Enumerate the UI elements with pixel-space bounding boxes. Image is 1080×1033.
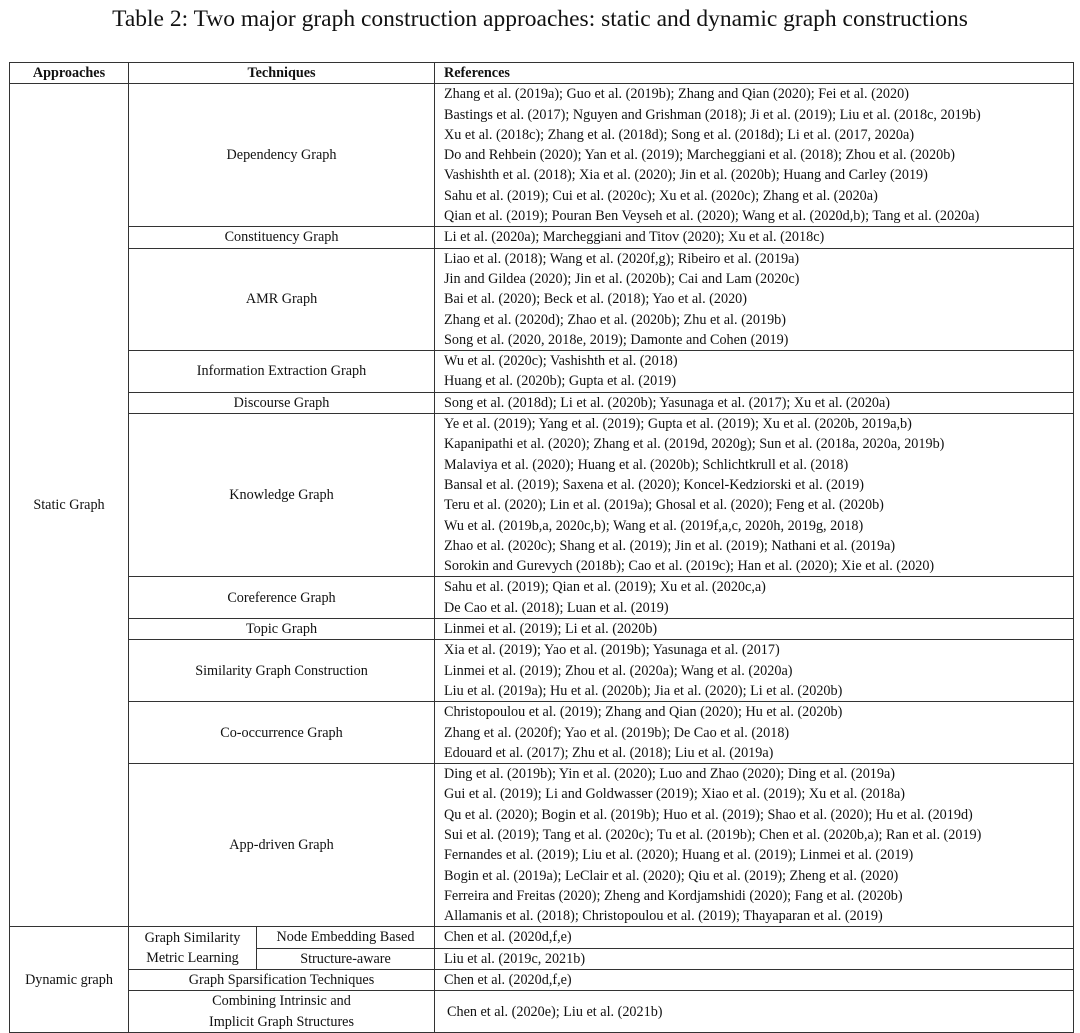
reference-line: Linmei et al. (2019); Li et al. (2020b) (444, 621, 658, 638)
technique-line: Implicit Graph Structures (209, 1013, 354, 1030)
technique-knowledge-graph: Knowledge Graph (129, 414, 435, 577)
reference-line: Sahu et al. (2019); Qian et al. (2019); Xu et al. (2020c,a) (444, 579, 766, 596)
reference-line: Wu et al. (2020c); Vashishth et al. (2018) (444, 353, 678, 370)
reference-line: Kapanipathi et al. (2020); Zhang et al. (2019d, 2020g); Sun et al. (2018a, 2020a, 2019b) (444, 436, 945, 453)
header-references: References (435, 63, 1074, 84)
reference-line: Bastings et al. (2017); Nguyen and Grishman (2018); Ji et al. (2019); Liu et al. (2018c, 2019b) (444, 106, 981, 123)
reference-line: Liu et al. (2019c, 2021b) (444, 950, 586, 967)
reference-line: Sorokin and Gurevych (2018b); Cao et al. (2019c); Han et al. (2020); Xie et al. (2020) (444, 558, 935, 575)
references-cell (435, 248, 1074, 350)
reference-line: Zhang et al. (2020d); Zhao et al. (2020b); Zhu et al. (2019b) (444, 311, 786, 328)
references-cell (435, 991, 1074, 1033)
technique-line: Combining Intrinsic and (212, 993, 351, 1010)
table-row (10, 248, 1074, 350)
reference-line: Liao et al. (2018); Wang et al. (2020f,g); Ribeiro et al. (2019a) (444, 250, 800, 267)
references-cell (435, 702, 1074, 764)
technique-line: Metric Learning (146, 950, 239, 967)
references-cell (435, 577, 1074, 619)
technique-discourse-graph: Discourse Graph (129, 392, 435, 413)
reference-line: Xu et al. (2018c); Zhang et al. (2018d); Song et al. (2018d); Li et al. (2017, 2020a) (444, 126, 915, 143)
reference-line: Chen et al. (2020e); Liu et al. (2021b) (447, 1003, 663, 1020)
table-row (10, 991, 1074, 1033)
table-row (10, 84, 1074, 227)
reference-line: Do and Rehbein (2020); Yan et al. (2019); Marcheggiani et al. (2018); Zhou et al. (2020b) (444, 147, 956, 164)
technique-information-extraction-graph: Information Extraction Graph (129, 351, 435, 393)
reference-line: Qu et al. (2020); Bogin et al. (2019b); Huo et al. (2019); Shao et al. (2020); Hu et al. (2019d) (444, 806, 973, 823)
reference-line: Chen et al. (2020d,f,e) (444, 929, 572, 946)
reference-line: Sui et al. (2019); Tang et al. (2020c); Tu et al. (2019b); Chen et al. (2020b,a); Ran et al. (2019) (444, 826, 982, 843)
references-cell (435, 764, 1074, 927)
reference-line: Teru et al. (2020); Lin et al. (2019a); Ghosal et al. (2020); Feng et al. (2020b) (444, 497, 884, 514)
references-cell (435, 927, 1074, 948)
table-row (10, 970, 1074, 991)
table-row (10, 414, 1074, 577)
references-cell (435, 640, 1074, 702)
references-cell (435, 84, 1074, 227)
technique-combining-intrinsic-implicit (129, 991, 435, 1033)
technique-graph-similarity-metric-learning (129, 927, 257, 970)
reference-line: Bai et al. (2020); Beck et al. (2018); Yao et al. (2020) (444, 291, 748, 308)
reference-line: Zhang et al. (2019a); Guo et al. (2019b); Zhang and Qian (2020); Fei et al. (2020) (444, 86, 909, 103)
reference-line: Liu et al. (2019a); Hu et al. (2020b); Jia et al. (2020); Li et al. (2020b) (444, 682, 843, 699)
technique-graph-sparsification: Graph Sparsification Techniques (129, 970, 435, 991)
technique-coreference-graph: Coreference Graph (129, 577, 435, 619)
reference-line: Ferreira and Freitas (2020); Zheng and Kordjamshidi (2020); Fang et al. (2020b) (444, 887, 903, 904)
reference-line: Bogin et al. (2019a); LeClair et al. (2020); Qiu et al. (2019); Zheng et al. (2020) (444, 867, 899, 884)
reference-line: Ding et al. (2019b); Yin et al. (2020); Luo and Zhao (2020); Ding et al. (2019a) (444, 766, 896, 783)
technique-app-driven-graph: App-driven Graph (129, 764, 435, 927)
reference-line: Christopoulou et al. (2019); Zhang and Qian (2020); Hu et al. (2020b) (444, 704, 843, 721)
reference-line: Fernandes et al. (2019); Liu et al. (2020); Huang et al. (2019); Linmei et al. (2019) (444, 847, 914, 864)
technique-line: Graph Similarity (144, 929, 241, 946)
references-cell (435, 970, 1074, 991)
references-cell (435, 227, 1074, 248)
technique-topic-graph: Topic Graph (129, 619, 435, 640)
header-approaches: Approaches (10, 63, 129, 84)
reference-line: Gui et al. (2019); Li and Goldwasser (2019); Xiao et al. (2019); Xu et al. (2018a) (444, 786, 905, 803)
reference-line: Sahu et al. (2019); Cui et al. (2020c); Xu et al. (2020c); Zhang et al. (2020a) (444, 187, 878, 204)
reference-line: Huang et al. (2020b); Gupta et al. (2019) (444, 373, 677, 390)
table-row (10, 351, 1074, 393)
reference-line: De Cao et al. (2018); Luan et al. (2019) (444, 599, 669, 616)
reference-line: Bansal et al. (2019); Saxena et al. (2020); Koncel-Kedziorski et al. (2019) (444, 476, 864, 493)
reference-line: Jin and Gildea (2020); Jin et al. (2020b); Cai and Lam (2020c) (444, 270, 800, 287)
technique-structure-aware: Structure-aware (257, 948, 435, 969)
technique-constituency-graph: Constituency Graph (129, 227, 435, 248)
reference-line: Song et al. (2018d); Li et al. (2020b); Yasunaga et al. (2017); Xu et al. (2020a) (444, 394, 891, 411)
table-row (10, 702, 1074, 764)
reference-line: Li et al. (2020a); Marcheggiani and Titov (2020); Xu et al. (2018c) (444, 229, 825, 246)
reference-line: Chen et al. (2020d,f,e) (444, 972, 572, 989)
graph-construction-table (9, 62, 1074, 1033)
reference-line: Wu et al. (2019b,a, 2020c,b); Wang et al. (2019f,a,c, 2020h, 2019g, 2018) (444, 517, 864, 534)
reference-line: Qian et al. (2019); Pouran Ben Veyseh et al. (2020); Wang et al. (2020d,b); Tang et al. (2020a) (444, 208, 980, 225)
reference-line: Zhang et al. (2020f); Yao et al. (2019b); De Cao et al. (2018) (444, 724, 790, 741)
approach-dynamic-graph: Dynamic graph (10, 927, 129, 1032)
technique-co-occurrence-graph: Co-occurrence Graph (129, 702, 435, 764)
reference-line: Vashishth et al. (2018); Xia et al. (2020); Jin et al. (2020b); Huang and Carley (2019) (444, 167, 928, 184)
technique-similarity-graph-construction: Similarity Graph Construction (129, 640, 435, 702)
header-row (10, 63, 1074, 84)
references-cell (435, 392, 1074, 413)
references-cell (435, 351, 1074, 393)
technique-amr-graph: AMR Graph (129, 248, 435, 350)
references-cell (435, 948, 1074, 969)
reference-line: Linmei et al. (2019); Zhou et al. (2020a); Wang et al. (2020a) (444, 662, 793, 679)
technique-node-embedding-based: Node Embedding Based (257, 927, 435, 948)
references-cell (435, 414, 1074, 577)
reference-line: Zhao et al. (2020c); Shang et al. (2019); Jin et al. (2019); Nathani et al. (2019a) (444, 537, 896, 554)
table-row (10, 227, 1074, 248)
reference-line: Ye et al. (2019); Yang et al. (2019); Gupta et al. (2019); Xu et al. (2020b, 2019a,b) (444, 416, 912, 433)
table-row (10, 927, 1074, 948)
table-row (10, 619, 1074, 640)
references-cell (435, 619, 1074, 640)
reference-line: Song et al. (2020, 2018e, 2019); Damonte and Cohen (2019) (444, 331, 789, 348)
reference-line: Malaviya et al. (2020); Huang et al. (2020b); Schlichtkrull et al. (2018) (444, 456, 849, 473)
table-row (10, 392, 1074, 413)
header-techniques: Techniques (129, 63, 435, 84)
technique-dependency-graph: Dependency Graph (129, 84, 435, 227)
reference-line: Allamanis et al. (2018); Christopoulou et al. (2019); Thayaparan et al. (2019) (444, 908, 883, 925)
table-row (10, 764, 1074, 927)
approach-static-graph: Static Graph (10, 84, 129, 927)
reference-line: Xia et al. (2019); Yao et al. (2019b); Yasunaga et al. (2017) (444, 642, 780, 659)
table-row (10, 577, 1074, 619)
table-row (10, 640, 1074, 702)
table-caption: Table 2: Two major graph construction approaches: static and dynamic graph constructions (112, 6, 968, 32)
reference-line: Edouard et al. (2017); Zhu et al. (2018); Liu et al. (2019a) (444, 744, 774, 761)
